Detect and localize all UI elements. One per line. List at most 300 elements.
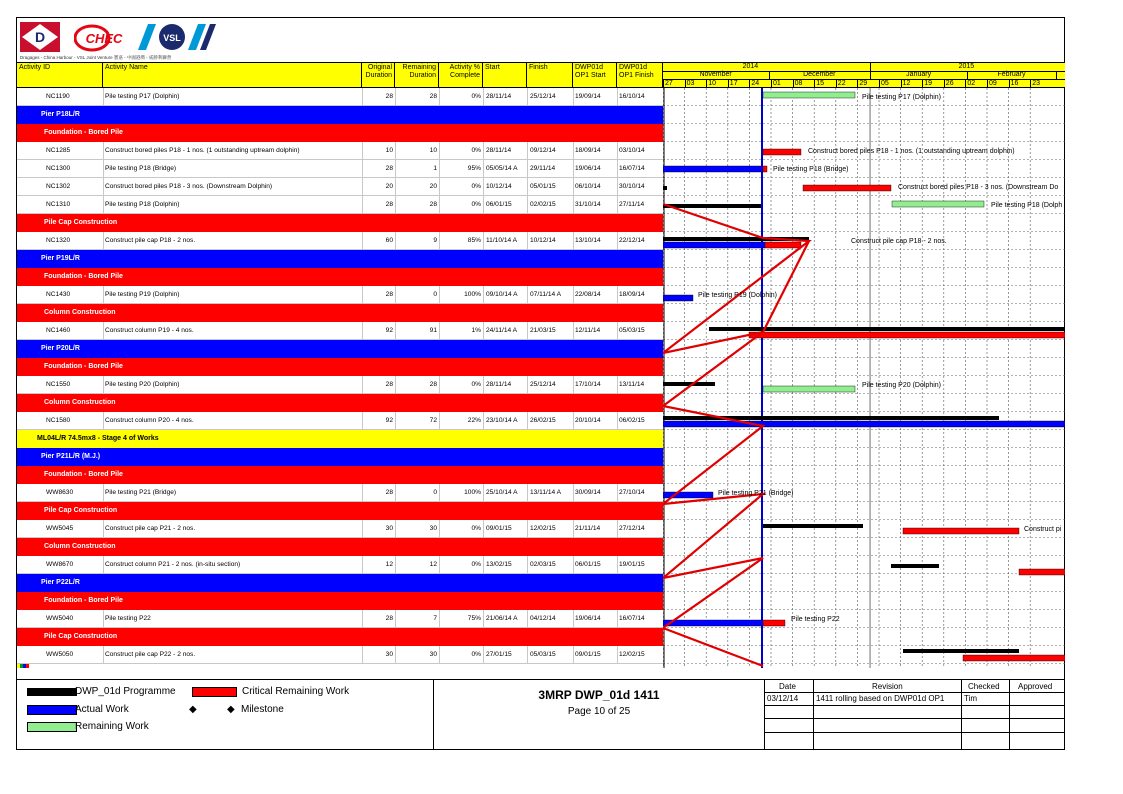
divider (617, 286, 618, 304)
gantt-bar-label: Pile testing P20 (Dolphin) (862, 382, 941, 389)
cell-start: 06/01/15 (486, 201, 512, 208)
cell-od: 28 (385, 165, 393, 172)
divider (483, 484, 484, 502)
divider (103, 286, 104, 304)
divider (870, 63, 871, 71)
divider (103, 232, 104, 250)
cell-ops: 06/10/14 (575, 183, 601, 190)
divider (764, 718, 1065, 719)
divider (527, 484, 528, 502)
cell-opf: 27/12/14 (619, 525, 645, 532)
gantt-bar (765, 242, 801, 248)
divider (103, 520, 104, 538)
wbs-work-row[interactable] (17, 358, 663, 376)
divider (527, 322, 528, 340)
divider (362, 160, 363, 178)
divider (439, 610, 440, 628)
table-row[interactable] (17, 556, 663, 574)
divider (439, 412, 440, 430)
cell-opf: 22/12/14 (619, 237, 645, 244)
divider (439, 646, 440, 664)
divider (483, 178, 484, 196)
divider (771, 80, 772, 88)
cell-pc: 95% (467, 165, 481, 172)
cell-name: Construct column P20 - 4 nos. (105, 417, 194, 424)
week-label: 24 (751, 80, 760, 87)
cell-name: Construct column P19 - 4 nos. (105, 327, 194, 334)
month-label: December (803, 71, 836, 78)
critical-path-line (663, 204, 809, 666)
col-activity-name[interactable]: Activity Name (103, 63, 362, 87)
divider (103, 484, 104, 502)
divider (395, 412, 396, 430)
divider (836, 80, 837, 88)
divider (483, 610, 484, 628)
cell-opf: 13/11/14 (619, 381, 645, 388)
divider (1009, 680, 1010, 750)
gantt-bar (749, 332, 1065, 338)
cell-start: 05/05/14 A (486, 165, 518, 172)
divider (395, 484, 396, 502)
divider (527, 88, 528, 106)
divider (483, 286, 484, 304)
wbs-pier-row[interactable] (17, 574, 663, 592)
cell-pc: 100% (464, 489, 481, 496)
cell-start: 13/02/15 (486, 561, 512, 568)
divider (617, 610, 618, 628)
gantt-bar (663, 186, 667, 190)
wbs-work-row[interactable] (17, 628, 663, 646)
gantt-bar (663, 421, 1065, 427)
cell-pc: 0% (471, 93, 481, 100)
divider (362, 412, 363, 430)
cell-pc: 85% (467, 237, 481, 244)
wbs-label: Column Construction (44, 309, 116, 316)
wbs-work-row[interactable] (17, 538, 663, 556)
gantt-bar (892, 201, 984, 207)
svg-text:D: D (34, 29, 46, 45)
divider (1009, 80, 1010, 88)
divider (103, 610, 104, 628)
divider (483, 322, 484, 340)
divider (573, 646, 574, 664)
cell-pc: 1% (471, 327, 481, 334)
divider (362, 88, 363, 106)
cell-pc: 0% (471, 201, 481, 208)
divider (527, 142, 528, 160)
col-finish[interactable]: Finish (527, 63, 573, 87)
table-row[interactable] (17, 376, 663, 394)
cell-ops: 20/10/14 (575, 417, 601, 424)
cell-rd: 12 (429, 561, 437, 568)
cell-od: 28 (385, 615, 393, 622)
divider (617, 196, 618, 214)
cell-id: WW5045 (46, 525, 74, 532)
logo-caption: Dragages - China Harbour - VSL Joint Venture 寶嘉 - 中國港灣 - 威勝利聯營 (20, 55, 172, 60)
cell-id: NC1310 (46, 201, 71, 208)
divider (617, 646, 618, 664)
divider (527, 556, 528, 574)
table-row[interactable] (17, 610, 663, 628)
timeline-header (663, 62, 1065, 88)
divider (793, 80, 794, 88)
cell-ops: 22/08/14 (575, 291, 601, 298)
cell-ops: 19/06/14 (575, 165, 601, 172)
legend-critical-swatch (192, 687, 237, 697)
gantt-bar-label: Pile testing P17 (Dolphin) (862, 94, 941, 101)
wbs-label: Pier P18L/R (41, 111, 80, 118)
gantt-bar (903, 528, 1019, 534)
divider (362, 286, 363, 304)
wbs-work-row[interactable] (17, 124, 663, 142)
gantt-chart (663, 88, 1065, 668)
divider (685, 80, 686, 88)
legend-remaining-label: Remaining Work (75, 721, 149, 732)
divider (103, 322, 104, 340)
gantt-bar-label: Construct pile cap P18 - 2 nos. (851, 238, 947, 245)
divider (573, 610, 574, 628)
cell-od: 12 (385, 561, 393, 568)
table-row[interactable] (17, 646, 663, 664)
gantt-bar (663, 166, 763, 172)
rev-description: 1411 rolling based on DWP01d OP1 (816, 694, 945, 703)
col-remaining-duration[interactable]: Remaining Duration (395, 63, 439, 87)
cell-rd: 28 (429, 381, 437, 388)
wbs-label: Pier P22L/R (41, 579, 80, 586)
week-label: 08 (794, 80, 803, 87)
divider (103, 160, 104, 178)
cell-id: NC1550 (46, 381, 71, 388)
cell-rd: 0 (433, 291, 437, 298)
wbs-stage-row[interactable] (17, 430, 663, 448)
divider (764, 680, 765, 750)
divider (573, 142, 574, 160)
week-label: 02 (967, 80, 976, 87)
legend-actual-label: Actual Work (75, 704, 129, 715)
divider (395, 88, 396, 106)
divider (362, 484, 363, 502)
divider (879, 80, 880, 88)
divider (617, 520, 618, 538)
divider (395, 556, 396, 574)
cell-opf: 16/10/14 (619, 93, 645, 100)
divider (483, 556, 484, 574)
chec-logo (74, 24, 130, 52)
cell-finish: 10/12/14 (530, 237, 556, 244)
wbs-label: Foundation - Bored Pile (44, 129, 123, 136)
cell-start: 28/11/14 (486, 381, 512, 388)
cell-start: 21/06/14 A (486, 615, 518, 622)
divider (573, 556, 574, 574)
divider (617, 556, 618, 574)
year-label: 2015 (958, 63, 975, 70)
table-row[interactable] (17, 412, 663, 430)
wbs-label: Pile Cap Construction (44, 507, 118, 514)
divider (483, 412, 484, 430)
wbs-label: Pier P19L/R (41, 255, 80, 262)
cell-od: 92 (385, 327, 393, 334)
divider (527, 376, 528, 394)
divider (987, 80, 988, 88)
wbs-work-row[interactable] (17, 214, 663, 232)
cell-rd: 72 (429, 417, 437, 424)
wbs-pier-row[interactable] (17, 340, 663, 358)
divider (573, 88, 574, 106)
gantt-bar (803, 185, 891, 191)
col-op1-start[interactable]: DWP01d OP1 Start (573, 63, 617, 87)
wbs-work-row[interactable] (17, 502, 663, 520)
divider (395, 646, 396, 664)
wbs-label: Pile Cap Construction (44, 219, 118, 226)
gantt-bar-label: Construct bored piles P18 - 1 nos. (1 outstanding uptream dolphin) (808, 148, 1015, 155)
cell-pc: 0% (471, 381, 481, 388)
week-label: 15 (816, 80, 824, 87)
wbs-label: Column Construction (44, 543, 116, 550)
divider (362, 322, 363, 340)
cell-pc: 22% (467, 417, 481, 424)
week-label: 17 (729, 80, 738, 87)
divider (922, 80, 923, 88)
gantt-bar (763, 149, 801, 155)
cell-finish: 13/11/14 A (530, 489, 562, 496)
week-label: 26 (945, 80, 954, 87)
gantt-bar-label: Pile testing P19 (Dolphin) (698, 292, 777, 299)
cell-opf: 27/10/14 (619, 489, 645, 496)
col-start[interactable]: Start (483, 63, 527, 87)
cell-od: 28 (385, 291, 393, 298)
cell-name: Pile testing P22 (105, 615, 151, 622)
divider (395, 376, 396, 394)
table-row[interactable] (17, 520, 663, 538)
gantt-bar (763, 166, 767, 172)
cell-name: Construct bored piles P18 - 3 nos. (Downstream Dolphin) (105, 183, 273, 190)
divider (103, 88, 104, 106)
divider (857, 80, 858, 88)
divider (617, 412, 618, 430)
table-row[interactable] (17, 160, 663, 178)
cell-opf: 19/01/15 (619, 561, 645, 568)
wbs-work-row[interactable] (17, 268, 663, 286)
divider (362, 556, 363, 574)
cell-ops: 30/09/14 (575, 489, 601, 496)
divider (617, 178, 618, 196)
table-row[interactable] (17, 88, 663, 106)
wbs-label: Pier P20L/R (41, 345, 80, 352)
divider (439, 520, 440, 538)
divider (362, 646, 363, 664)
col-activity-complete[interactable]: Activity % Complete (439, 63, 483, 87)
year-label: 2014 (742, 63, 759, 70)
cell-start: 09/10/14 A (486, 291, 518, 298)
rev-checked: Tim (964, 694, 978, 703)
cell-id: WW5050 (46, 651, 74, 658)
wbs-work-row[interactable] (17, 466, 663, 484)
cell-start: 23/10/14 A (486, 417, 518, 424)
cell-pc: 100% (464, 291, 481, 298)
cell-opf: 30/10/14 (619, 183, 645, 190)
divider (764, 732, 1065, 733)
legend-actual-swatch (27, 705, 77, 715)
cell-opf: 05/03/15 (619, 327, 645, 334)
table-row[interactable] (17, 484, 663, 502)
gantt-bar (763, 92, 855, 98)
milestone-icon: ◆ (227, 704, 235, 715)
cell-name: Pile testing P20 (Dolphin) (105, 381, 180, 388)
cell-opf: 27/11/14 (619, 201, 645, 208)
cell-opf: 16/07/14 (619, 165, 645, 172)
divider (764, 692, 1065, 693)
divider (103, 556, 104, 574)
divider (573, 412, 574, 430)
divider (483, 376, 484, 394)
cell-id: NC1580 (46, 417, 71, 424)
cell-finish: 29/11/14 (530, 165, 556, 172)
cell-rd: 30 (429, 525, 437, 532)
gantt-bar-label: Construct pi (1024, 526, 1062, 533)
cell-rd: 1 (433, 165, 437, 172)
rev-header-date: Date (779, 682, 796, 691)
cell-od: 92 (385, 417, 393, 424)
cell-opf: 12/02/15 (619, 651, 645, 658)
divider (362, 196, 363, 214)
cell-start: 10/12/14 (486, 183, 512, 190)
divider (814, 80, 815, 88)
cell-od: 10 (385, 147, 393, 154)
svg-text:VSL: VSL (163, 33, 181, 43)
cell-opf: 03/10/14 (619, 147, 645, 154)
wbs-pier-row[interactable] (17, 106, 663, 124)
week-label: 29 (859, 80, 868, 87)
divider (965, 80, 966, 88)
wbs-work-row[interactable] (17, 304, 663, 322)
footer (17, 679, 1065, 749)
cell-ops: 19/09/14 (575, 93, 601, 100)
cell-name: Construct pile cap P18 - 2 nos. (105, 237, 196, 244)
divider (527, 412, 528, 430)
cell-name: Construct pile cap P22 - 2 nos. (105, 651, 196, 658)
divider (961, 680, 962, 750)
cell-id: WW5040 (46, 615, 74, 622)
col-activity-id[interactable]: Activity ID (17, 63, 103, 87)
cell-rd: 9 (433, 237, 437, 244)
divider (439, 322, 440, 340)
divider (527, 178, 528, 196)
cell-id: NC1320 (46, 237, 71, 244)
divider (527, 286, 528, 304)
cell-pc: 0% (471, 183, 481, 190)
cell-rd: 10 (429, 147, 437, 154)
wbs-pier-row[interactable] (17, 250, 663, 268)
divider (395, 520, 396, 538)
divider (573, 286, 574, 304)
cell-name: Pile testing P21 (Bridge) (105, 489, 177, 496)
gantt-bar (663, 242, 765, 248)
cell-rd: 0 (433, 489, 437, 496)
divider (1030, 80, 1031, 88)
cell-rd: 28 (429, 201, 437, 208)
divider (483, 142, 484, 160)
divider (395, 196, 396, 214)
wbs-label: Column Construction (44, 399, 116, 406)
divider (439, 160, 440, 178)
week-label: 03 (686, 80, 695, 87)
divider (573, 520, 574, 538)
table-row[interactable] (17, 142, 663, 160)
cell-finish: 25/12/14 (530, 93, 556, 100)
month-label: February (997, 71, 1026, 78)
col-original-duration[interactable]: Original Duration (362, 63, 395, 87)
cell-finish: 12/02/15 (530, 525, 556, 532)
week-label: 10 (708, 80, 716, 87)
wbs-label: Foundation - Bored Pile (44, 471, 123, 478)
divider (527, 160, 528, 178)
cell-ops: 31/10/14 (575, 201, 601, 208)
cell-id: NC1190 (46, 93, 70, 100)
divider (706, 80, 707, 88)
divider (813, 680, 814, 750)
cell-opf: 18/09/14 (619, 291, 645, 298)
divider (439, 142, 440, 160)
wbs-work-row[interactable] (17, 394, 663, 412)
divider (527, 232, 528, 250)
divider (573, 322, 574, 340)
rev-date: 03/12/14 (767, 694, 799, 703)
gantt-bar (709, 327, 1065, 331)
table-row[interactable] (17, 232, 663, 250)
divider (362, 142, 363, 160)
legend-critical-label: Critical Remaining Work (242, 686, 350, 697)
wbs-label: Foundation - Bored Pile (44, 363, 123, 370)
table-row[interactable] (17, 322, 663, 340)
cell-start: 11/10/14 A (486, 237, 518, 244)
divider (527, 196, 528, 214)
month-label: January (906, 71, 932, 78)
col-op1-finish[interactable]: DWP01d OP1 Finish (617, 63, 663, 87)
divider (439, 376, 440, 394)
cell-pc: 0% (471, 147, 481, 154)
divider (901, 80, 902, 88)
week-label: 09 (989, 80, 997, 87)
cell-ops: 21/11/14 (575, 525, 601, 532)
table-row[interactable] (17, 196, 663, 214)
dragages-logo (20, 22, 60, 52)
gantt-bar (891, 564, 939, 568)
divider (483, 88, 484, 106)
cell-ops: 09/01/15 (575, 651, 601, 658)
cell-start: 28/11/14 (486, 93, 512, 100)
divider (103, 646, 104, 664)
divider (617, 376, 618, 394)
divider (439, 178, 440, 196)
cell-start: 09/01/15 (486, 525, 512, 532)
table-row[interactable] (17, 178, 663, 196)
divider (527, 610, 528, 628)
wbs-work-row[interactable] (17, 592, 663, 610)
gantt-bar (763, 386, 855, 392)
divider (663, 80, 664, 88)
wbs-pier-row[interactable] (17, 448, 663, 466)
divider (573, 178, 574, 196)
cell-ops: 18/09/14 (575, 147, 601, 154)
divider (483, 196, 484, 214)
cell-od: 28 (385, 489, 393, 496)
divider (617, 322, 618, 340)
legend-milestone-label: Milestone (241, 704, 284, 715)
gantt-bar (663, 295, 693, 301)
month-label: November (699, 71, 732, 78)
divider (395, 160, 396, 178)
table-row[interactable] (17, 286, 663, 304)
